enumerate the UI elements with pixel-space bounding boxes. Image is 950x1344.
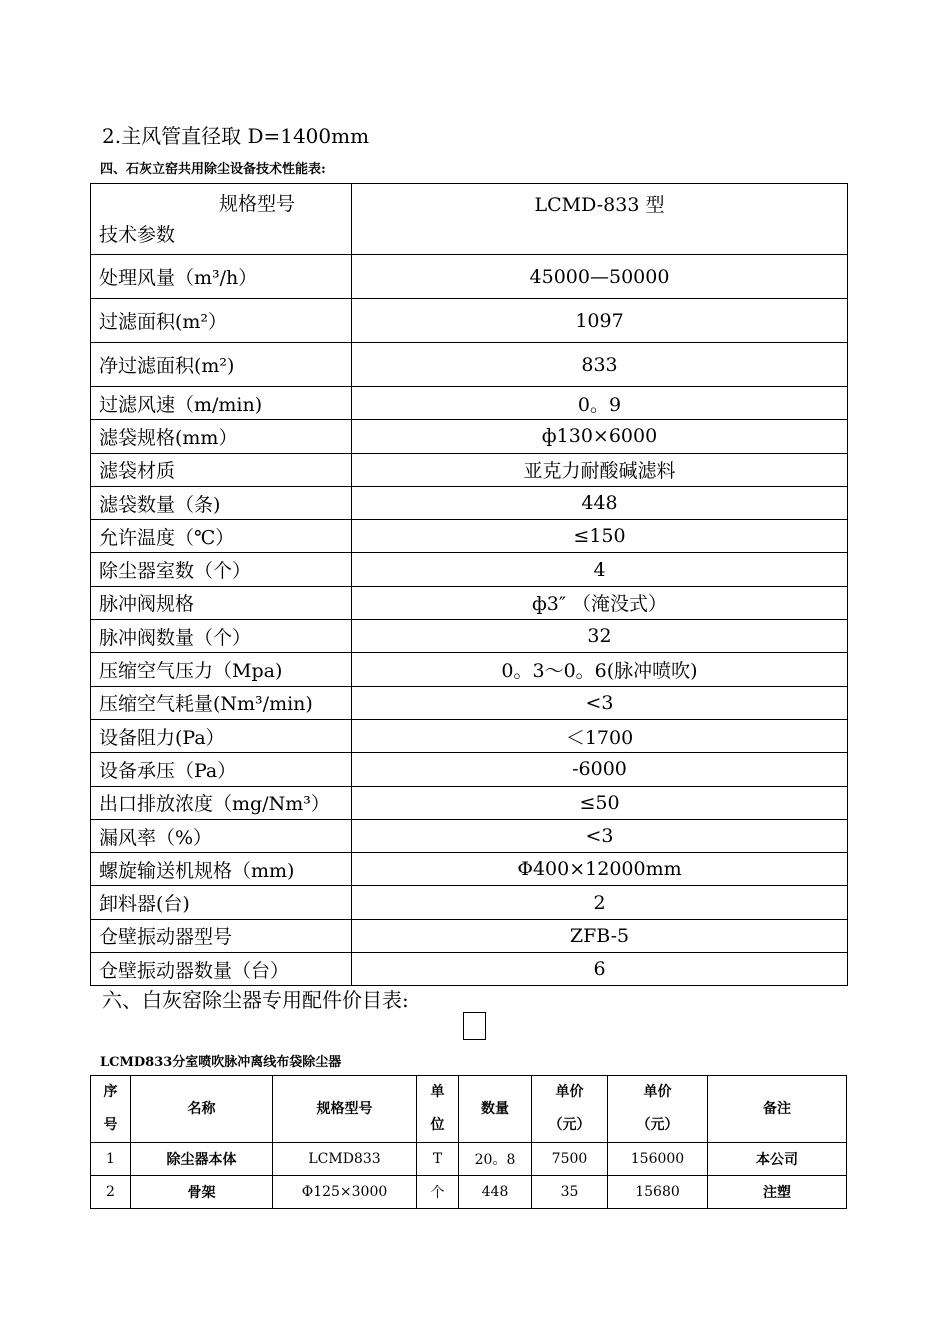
spec-row [91,553,848,586]
price-cell: 骨架 [131,1176,273,1209]
spec-row [91,786,848,819]
spec-header-model-label: 规格型号 [219,193,296,215]
spec-row [91,520,848,553]
price-cell: LCMD833 [273,1143,417,1176]
price-row [91,1143,847,1176]
spec-param: 净过滤面积(m²) [91,343,352,387]
price-cell: 注塑 [708,1176,847,1209]
spec-row [91,387,848,420]
spec-row [91,953,848,986]
spec-param: 设备承压（Pa） [91,753,352,786]
spec-table [90,183,848,986]
price-table-caption: LCMD833分室喷吹脉冲离线布袋除尘器 [100,1055,342,1070]
spec-value: ZFB-5 [352,919,848,952]
spec-value: 448 [352,486,848,519]
spec-value: <3 [352,686,848,719]
price-cell: 2 [91,1176,131,1209]
price-cell: 7500 [532,1143,608,1176]
price-header-row [91,1076,847,1143]
spec-param: 滤袋数量（条) [91,486,352,519]
spec-value: ≤50 [352,786,848,819]
spec-value: 32 [352,620,848,653]
spec-value: 6 [352,953,848,986]
spec-param: 过滤面积(m²） [91,299,352,343]
spec-row [91,620,848,653]
section6-title: 六、白灰窑除尘器专用配件价目表: [102,988,409,1012]
price-header-cell: 单价 （元） [532,1076,608,1143]
spec-param: 压缩空气耗量(Nm³/min) [91,686,352,719]
spec-row [91,686,848,719]
spec-row [91,819,848,852]
price-cell: 除尘器本体 [131,1143,273,1176]
spec-param: 过滤风速（m/min) [91,387,352,420]
price-header-cell: 备注 [708,1076,847,1143]
spec-value: 亚克力耐酸碱滤料 [352,453,848,486]
spec-param: 螺旋输送机规格（mm) [91,853,352,886]
spec-value: 0。9 [352,387,848,420]
spec-param: 出口排放浓度（mg/Nm³） [91,786,352,819]
spec-row [91,919,848,952]
spec-row [91,719,848,752]
spec-param: 仓壁振动器型号 [91,919,352,952]
spec-param: 滤袋规格(mm） [91,420,352,453]
spec-value: 45000—50000 [352,255,848,299]
price-cell: 448 [459,1176,532,1209]
price-header-cell: 名称 [131,1076,273,1143]
spec-value: ф130×6000 [352,420,848,453]
spec-row [91,586,848,619]
spec-value: 1097 [352,299,848,343]
spec-value: 2 [352,886,848,919]
spec-param: 脉冲阀规格 [91,586,352,619]
price-cell: 20。8 [459,1143,532,1176]
spec-header-row [91,184,848,255]
spec-row [91,753,848,786]
spec-value: ＜1700 [352,719,848,752]
price-header-cell: 序 号 [91,1076,131,1143]
spec-value: -6000 [352,753,848,786]
spec-row [91,420,848,453]
price-cell: Φ125×3000 [273,1176,417,1209]
price-header-cell: 数量 [459,1076,532,1143]
price-cell: 156000 [608,1143,708,1176]
price-cell: 1 [91,1143,131,1176]
spec-row [91,453,848,486]
spec-param: 滤袋材质 [91,453,352,486]
spec-param: 漏风率（%） [91,819,352,852]
price-cell: 15680 [608,1176,708,1209]
spec-value: 4 [352,553,848,586]
price-cell: 个 [417,1176,459,1209]
empty-checkbox[interactable] [463,1012,486,1040]
spec-row [91,653,848,686]
spec-row [91,255,848,299]
spec-row [91,299,848,343]
section4-title: 四、石灰立窑共用除尘设备技术性能表: [100,162,326,177]
price-header-cell: 单 位 [417,1076,459,1143]
spec-param: 卸料器(台) [91,886,352,919]
spec-value: <3 [352,819,848,852]
price-table [90,1075,847,1209]
intro-line: 2.主风管直径取 D=1400mm [102,124,370,148]
spec-value: 833 [352,343,848,387]
spec-param: 除尘器室数（个） [91,553,352,586]
price-header-cell: 规格型号 [273,1076,417,1143]
spec-param: 允许温度（℃） [91,520,352,553]
spec-header-param [91,184,352,255]
spec-param: 处理风量（m³/h） [91,255,352,299]
spec-value: 0。3～0。6(脉冲喷吹) [352,653,848,686]
spec-header-model: LCMD-833 型 [352,184,848,255]
spec-param: 脉冲阀数量（个） [91,620,352,653]
spec-param: 仓壁振动器数量（台） [91,953,352,986]
price-cell: 本公司 [708,1143,847,1176]
price-cell: 35 [532,1176,608,1209]
spec-row [91,343,848,387]
price-header-cell: 单价 （元） [608,1076,708,1143]
spec-value: ≤150 [352,520,848,553]
price-row [91,1176,847,1209]
spec-param: 设备阻力(Pa） [91,719,352,752]
spec-row [91,853,848,886]
spec-value: Φ400×12000mm [352,853,848,886]
spec-row [91,886,848,919]
price-cell: T [417,1143,459,1176]
spec-row [91,486,848,519]
spec-value: ф3″ （淹没式） [352,586,848,619]
spec-param: 压缩空气压力（Mpa) [91,653,352,686]
spec-header-param-label: 技术参数 [99,224,176,246]
